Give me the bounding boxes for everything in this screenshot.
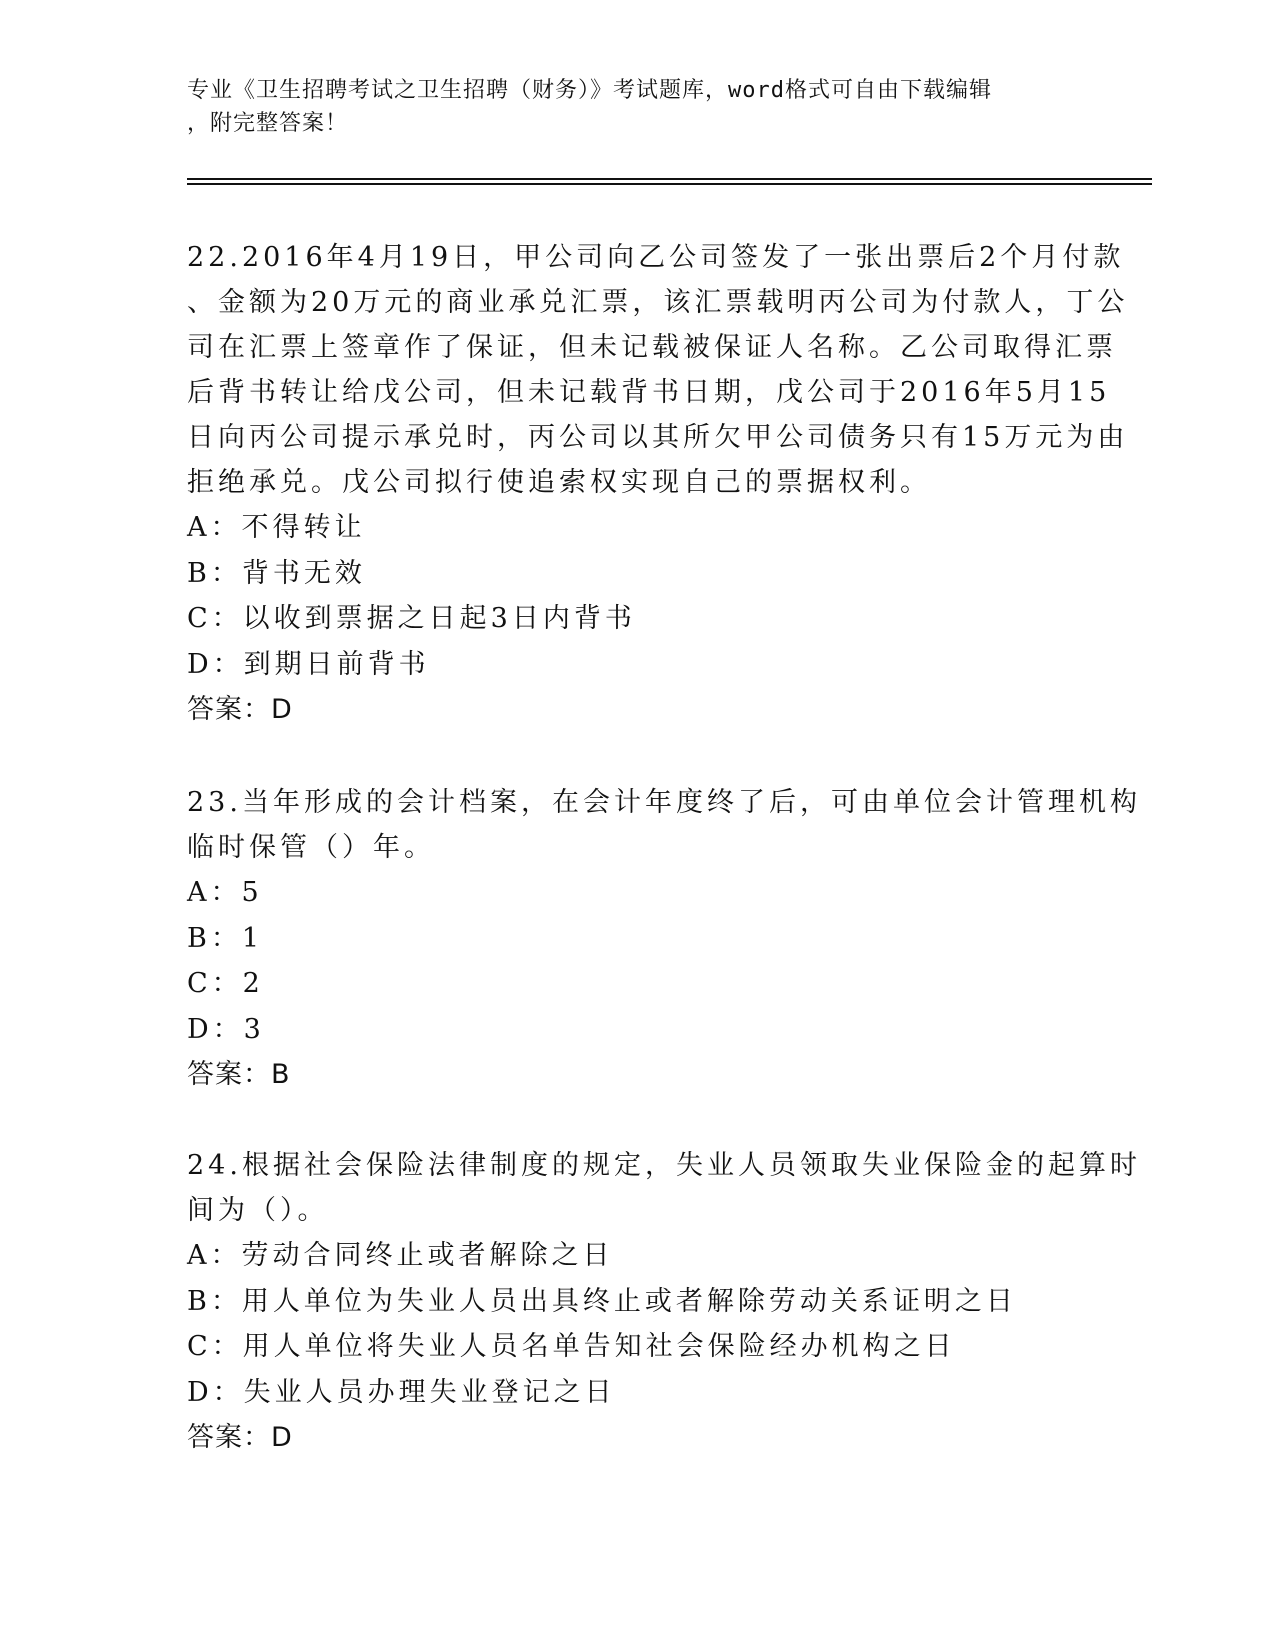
question-stem-line: 临时保管（）年。 (187, 832, 435, 863)
question-stem-line: 间为（）。 (187, 1195, 329, 1226)
question-stem-line: 24.根据社会保险法律制度的规定，失业人员领取失业保险金的起算时 (187, 1150, 1141, 1181)
option-b: B：1 (187, 922, 264, 954)
header-divider (187, 178, 1152, 185)
option-b: B：背书无效 (187, 557, 366, 589)
question-stem-line: 、金额为20万元的商业承兑汇票，该汇票载明丙公司为付款人，丁公 (187, 287, 1129, 318)
question-22 (187, 235, 1129, 732)
question-23 (187, 780, 1141, 1097)
question-stem-line: 后背书转让给戊公司，但未记载背书日期，戊公司于2016年5月15 (187, 377, 1111, 408)
option-b: B：用人单位为失业人员出具终止或者解除劳动关系证明之日 (187, 1285, 1017, 1317)
header-line: 专业《卫生招聘考试之卫生招聘（财务）》考试题库，word格式可自由下载编辑 (187, 78, 992, 103)
option-d: D：3 (187, 1013, 265, 1045)
question-stem-line: 22.2016年4月19日，甲公司向乙公司签发了一张出票后2个月付款 (187, 242, 1125, 273)
answer-label: 答案：D (187, 694, 293, 725)
option-d: D：到期日前背书 (187, 648, 430, 680)
option-d: D：失业人员办理失业登记之日 (187, 1376, 616, 1408)
answer-label: 答案：D (187, 1422, 293, 1453)
option-a: A：5 (187, 877, 263, 908)
answer-label: 答案：B (187, 1059, 291, 1090)
question-stem-line: 拒绝承兑。戊公司拟行使追索权实现自己的票据权利。 (187, 467, 931, 498)
option-a: A：劳动合同终止或者解除之日 (187, 1240, 614, 1271)
header-line: ，附完整答案！ (187, 111, 349, 136)
option-c: C：以收到票据之日起3日内背书 (187, 603, 636, 634)
option-a: A：不得转让 (187, 512, 366, 543)
question-stem-line: 日向丙公司提示承兑时，丙公司以其所欠甲公司债务只有15万元为由 (187, 422, 1129, 453)
document-header (187, 74, 1067, 140)
question-stem-line: 23.当年形成的会计档案，在会计年度终了后，可由单位会计管理机构 (187, 787, 1141, 818)
question-stem-line: 司在汇票上签章作了保证，但未记载被保证人名称。乙公司取得汇票 (187, 332, 1117, 363)
question-24 (187, 1143, 1141, 1460)
option-c: C：2 (187, 968, 264, 999)
option-c: C：用人单位将失业人员名单告知社会保险经办机构之日 (187, 1331, 956, 1362)
